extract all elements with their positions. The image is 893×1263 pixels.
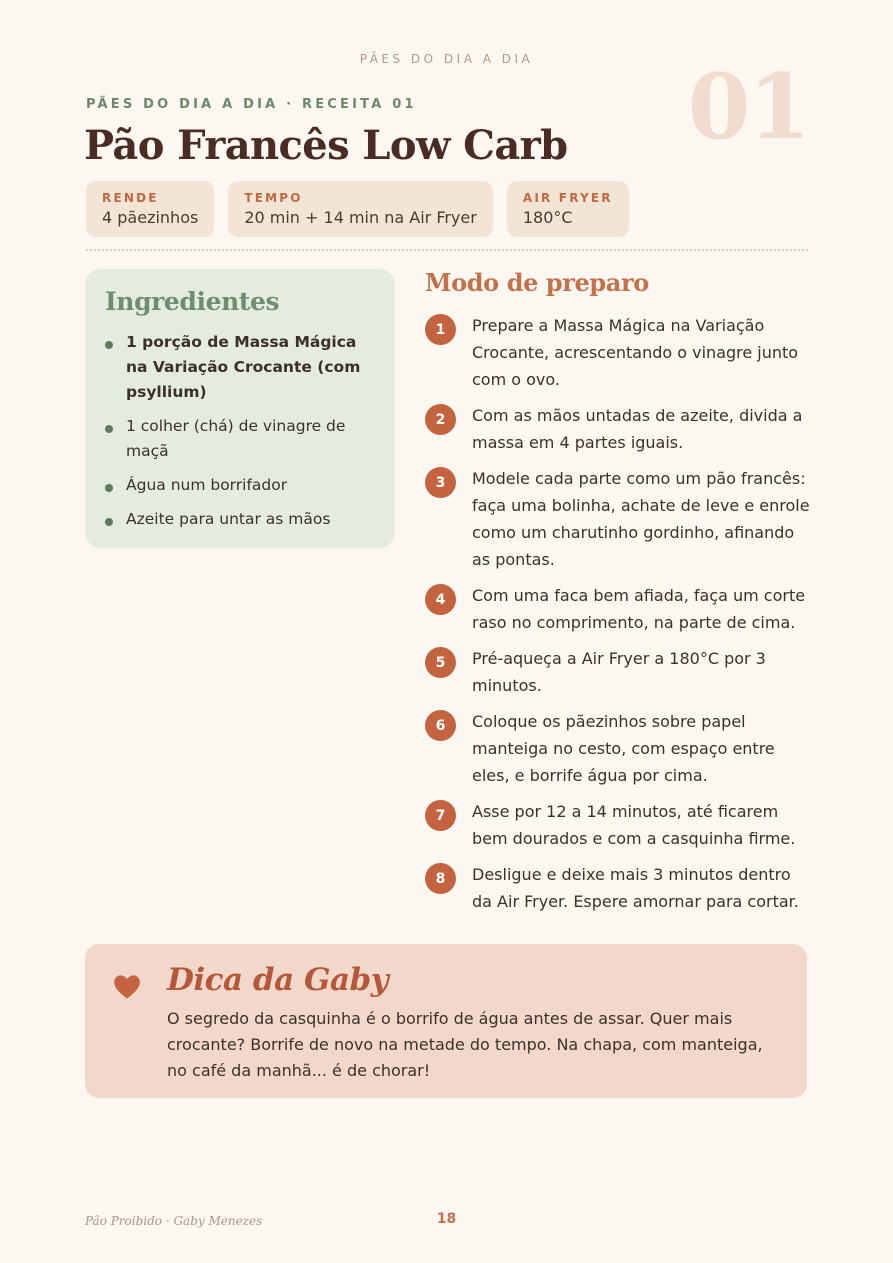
step-text: Desligue e deixe mais 3 minutos dentro da Air Fryer. Espere amornar para cortar.: [472, 865, 799, 911]
ingredient-item: [105, 507, 375, 532]
meta-label: RENDE: [102, 191, 159, 205]
step-item: [425, 312, 815, 393]
step-number: 5: [425, 647, 456, 678]
step-text: Modele cada parte como um pão francês: faça uma bolinha, achate de leve e enrole como um charutinho gordinho, afinando as pontas.: [472, 469, 810, 569]
step-number: 3: [425, 467, 456, 498]
meta-card-yield: [86, 181, 214, 237]
meta-card-time: [228, 181, 493, 237]
step-number: 8: [425, 863, 456, 894]
steps-title: Modo de preparo: [425, 268, 649, 297]
ingredient-text: Água num borrifador: [126, 476, 288, 494]
meta-value: 20 min + 14 min na Air Fryer: [244, 208, 477, 227]
step-text: Com uma faca bem afiada, faça um corte raso no comprimento, na parte de cima.: [472, 586, 806, 632]
step-text: Com as mãos untadas de azeite, divida a massa em 4 partes iguais.: [472, 406, 803, 452]
divider: [86, 249, 808, 251]
step-number: 4: [425, 584, 456, 615]
meta-card-air-fryer: [507, 181, 629, 237]
tip-text: O segredo da casquinha é o borrifo de água antes de assar. Quer mais crocante? Borrife de novo na metade do tempo. Na chapa, com manteiga, no café da manhã... é de chorar!: [167, 1009, 763, 1080]
recipe-kicker: PÃES DO DIA A DIA · RECEITA 01: [86, 97, 417, 112]
step-item: [425, 798, 815, 852]
tip-title: Dica da Gaby: [167, 962, 389, 998]
running-head: PÃES DO DIA A DIA: [359, 52, 534, 66]
recipe-number: 01: [687, 54, 809, 160]
ingredients-title: Ingredientes: [105, 287, 280, 316]
tip-card: [85, 944, 807, 1098]
step-item: [425, 861, 815, 915]
ingredients-list: [105, 330, 375, 532]
step-item: [425, 708, 815, 789]
ingredient-item: [105, 330, 375, 405]
meta-value: 4 pãezinhos: [102, 208, 199, 227]
step-number: 2: [425, 404, 456, 435]
meta-label: AIR FRYER: [522, 191, 613, 205]
meta-value: 180°C: [522, 208, 573, 227]
ingredient-text: 1 porção de Massa Mágica na Variação Crocante (com psyllium): [126, 333, 361, 401]
bullet-icon: [105, 341, 113, 349]
page-number: 18: [436, 1211, 457, 1227]
recipe-meta: [86, 181, 629, 237]
ingredient-item: [105, 473, 375, 498]
step-item: [425, 645, 815, 699]
steps-list: [425, 312, 815, 924]
step-text: Prepare a Massa Mágica na Variação Crocante, acrescentando o vinagre junto com o ovo.: [472, 316, 799, 389]
step-text: Pré-aqueça a Air Fryer a 180°C por 3 minutos.: [472, 649, 766, 695]
ingredient-item: [105, 414, 375, 464]
step-number: 1: [425, 314, 456, 345]
step-number: 7: [425, 800, 456, 831]
ingredients-card: [85, 269, 395, 548]
step-number: 6: [425, 710, 456, 741]
step-item: [425, 582, 815, 636]
recipe-title: Pão Francês Low Carb: [84, 122, 568, 169]
footer-credit: Pão Proibido · Gaby Menezes: [85, 1214, 263, 1228]
bullet-icon: [105, 518, 113, 526]
step-item: [425, 402, 815, 456]
bullet-icon: [105, 484, 113, 492]
bullet-icon: [105, 425, 113, 433]
step-item: [425, 465, 815, 573]
step-text: Asse por 12 a 14 minutos, até ficarem bem dourados e com a casquinha firme.: [472, 802, 796, 848]
ingredient-text: 1 colher (chá) de vinagre de maçã: [126, 417, 346, 460]
ingredient-text: Azeite para untar as mãos: [126, 510, 331, 528]
step-text: Coloque os pãezinhos sobre papel manteiga no cesto, com espaço entre eles, e borrife água por cima.: [472, 712, 775, 785]
meta-label: TEMPO: [244, 191, 303, 205]
heart-icon: [113, 974, 141, 1000]
